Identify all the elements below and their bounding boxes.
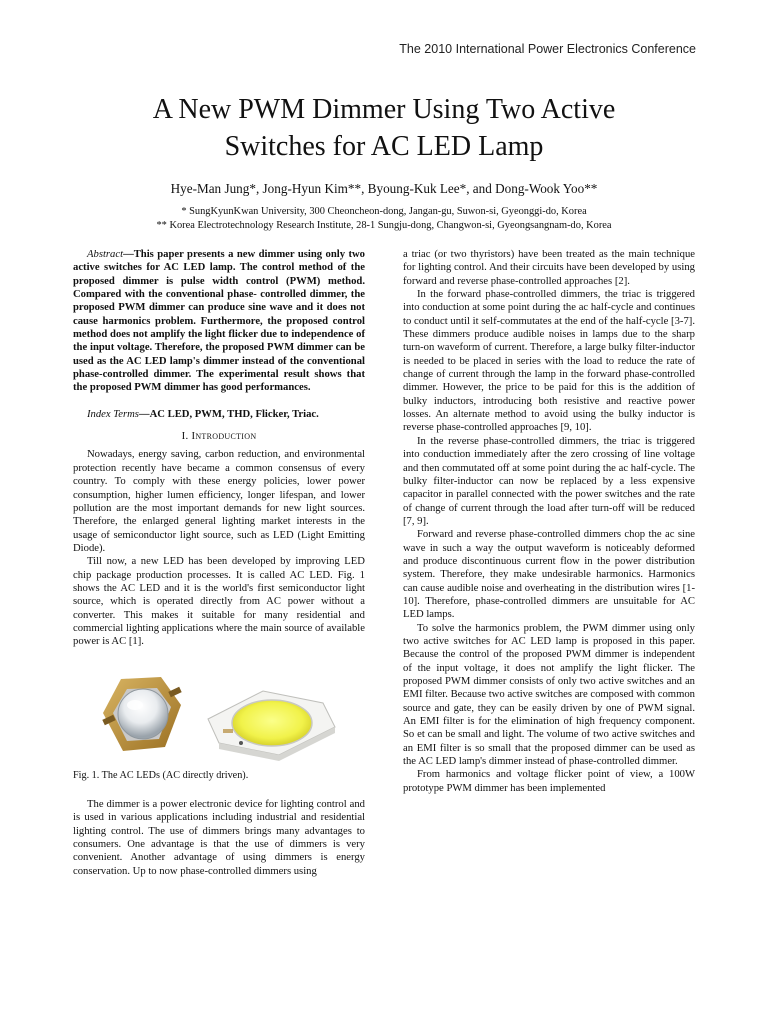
right-paragraph-3: In the reverse phase-controlled dimmers, the triac is triggered into conduction immediately after the zero crossing of line voltage and then commutated off at some point during the ac half-cycle. The bulky filter-inductor can now be replaced by a less expensive capacitor in parallel connected with the power switches and the rate of change of current through the load after turn-off will be reduced [7, 9].: [403, 435, 695, 527]
right-paragraph-4: Forward and reverse phase-controlled dimmers chop the ac sine wave in such a way the output waveform is noticeably deformed and produce discontinuous current flow in the power distribution system. Therefore, they make undesirable harmonics. Harmonics can cause audible noise and overheating in the distribution wires [1-10]. Therefore, phase-controlled dimmers are unsuitable for AC LED lamps.: [403, 529, 695, 621]
abstract-label: Abstract: [87, 249, 124, 260]
ac-led-square-package: [208, 691, 335, 761]
right-paragraph-2: In the forward phase-controlled dimmers, the triac is triggered into conduction at some point during the ac half-cycle and continues to conduct until it self-commutates at the end of the half-cycle [3-7]. These dimmers produce audible noises in lamps due to the sharp turn-on waveform of current. Therefore, a large bulky filter-inductor is needed to be placed in series with the load to reduce the rate of change of current through the lamp in the forward phase-controlled dimmer. However, the price to be paid for this is the addition of bulky inductors, introducing both resistive and reactive power losses. An alternate method to avoid using the bulky inductor is reverse phase-controlled approaches [9, 10].: [403, 289, 695, 434]
abstract: [73, 248, 365, 395]
right-paragraph-1: a triac (or two thyristors) have been treated as the main technique for lighting control. And their circuits have been developed by using forward and reverse phase-controlled approaches [2].: [403, 249, 695, 287]
affiliation-2: ** Korea Electrotechnology Research Institute, 28-1 Sungju-dong, Changwon-si, Gyeongsangnam-do, Korea: [156, 220, 612, 231]
abstract-text: —This paper presents a new dimmer using only two active switches for AC LED lamp. The control method of the proposed dimmer is pulse width control (PWM) method. Compared with the conventional phase- controlled dimmer, the proposed PWM dimmer can produce sine wave and it does not cause harmonics problem. Furthermore, the proposed control method does not amplify the light flicker due to independence of the input voltage. Therefore, the proposed PWM dimmer can be used as the AC LED lamp's dimmer instead of the conventional phase-controlled dimmer. The experimental result shows that the proposed PWM dimmer has good performances.: [73, 249, 365, 394]
index-terms-label: Index Terms: [87, 408, 139, 420]
intro-paragraph-3: The dimmer is a power electronic device for lighting control and is used in various applications including industrial and residential lighting control. The use of dimmers brings many advantages to consumers. One advantage is that the use of dimmers is very convenient. Another advantage of using dimmers is energy conservation. Up to now phase-controlled dimmers using: [73, 798, 365, 877]
index-terms-text: —AC LED, PWM, THD, Flicker, Triac.: [138, 408, 319, 420]
affiliation-1: * SungKyunKwan University, 300 Cheoncheon-dong, Jangan-gu, Suwon-si, Gyeonggi-do, Korea: [181, 206, 587, 217]
left-column: [73, 248, 365, 878]
section-heading-introduction: I. Introduction: [181, 430, 257, 443]
ac-led-star-package: [102, 677, 181, 751]
ac-led-photo: [73, 661, 365, 761]
intro-paragraph-1: Nowadays, energy saving, carbon reduction, and environmental protection recently have became a common consensus of every country. To comply with these energy policies, lower power consumption, higher lumen efficiency, longer lifespan, and lower pollution are the most important demands for new light sources. Therefore, the enlarged general lighting market interests in the usage of semiconductor light source, such as LED (Light Emitting Diode).: [73, 449, 365, 554]
right-paragraph-6: From harmonics and voltage flicker point of view, a 100W prototype PWM dimmer has been implemented: [403, 769, 695, 794]
title-line-2: Switches for AC LED Lamp: [224, 131, 544, 162]
right-paragraph-5: To solve the harmonics problem, the PWM dimmer using only two active switches for AC LED lamp is proposed in this paper. Because the control of the proposed PWM dimmer is independent of the input voltage, it does not amplify the light flicker. The proposed PWM dimmer consists of only two active switches and an EMI filter. Because two active switches are composed with common source and gate, they can be easily driven by one of PWM signal. An EMI filter is for the elimination of high frequency component. So et can be small and light. The volume of two active switches and an EMI filter is so small that the proposed dimmer can be used as the AC LED lamp's dimmer instead of phase-controlled dimmer.: [403, 622, 695, 768]
conference-header: The 2010 International Power Electronics Conference: [399, 42, 696, 56]
title-line-1: A New PWM Dimmer Using Two Active: [152, 94, 616, 125]
intro-paragraph-2: Till now, a new LED has been developed by improving LED chip package production processes. It is called AC LED. Fig. 1 shows the AC LED and it is the world's first semiconductor light source, which is operated directly from AC power without a converter. This makes it suitable for many residential and commercial lighting applications where the main source of available power is AC [1].: [73, 556, 365, 648]
figure-1-caption: Fig. 1. The AC LEDs (AC directly driven).: [73, 769, 249, 781]
paper-title: [0, 91, 768, 165]
right-column: [403, 248, 695, 795]
authors: Hye-Man Jung*, Jong-Hyun Kim**, Byoung-Kuk Lee*, and Dong-Wook Yoo**: [170, 181, 598, 196]
index-terms: [73, 408, 365, 421]
figure-1: [73, 661, 365, 761]
